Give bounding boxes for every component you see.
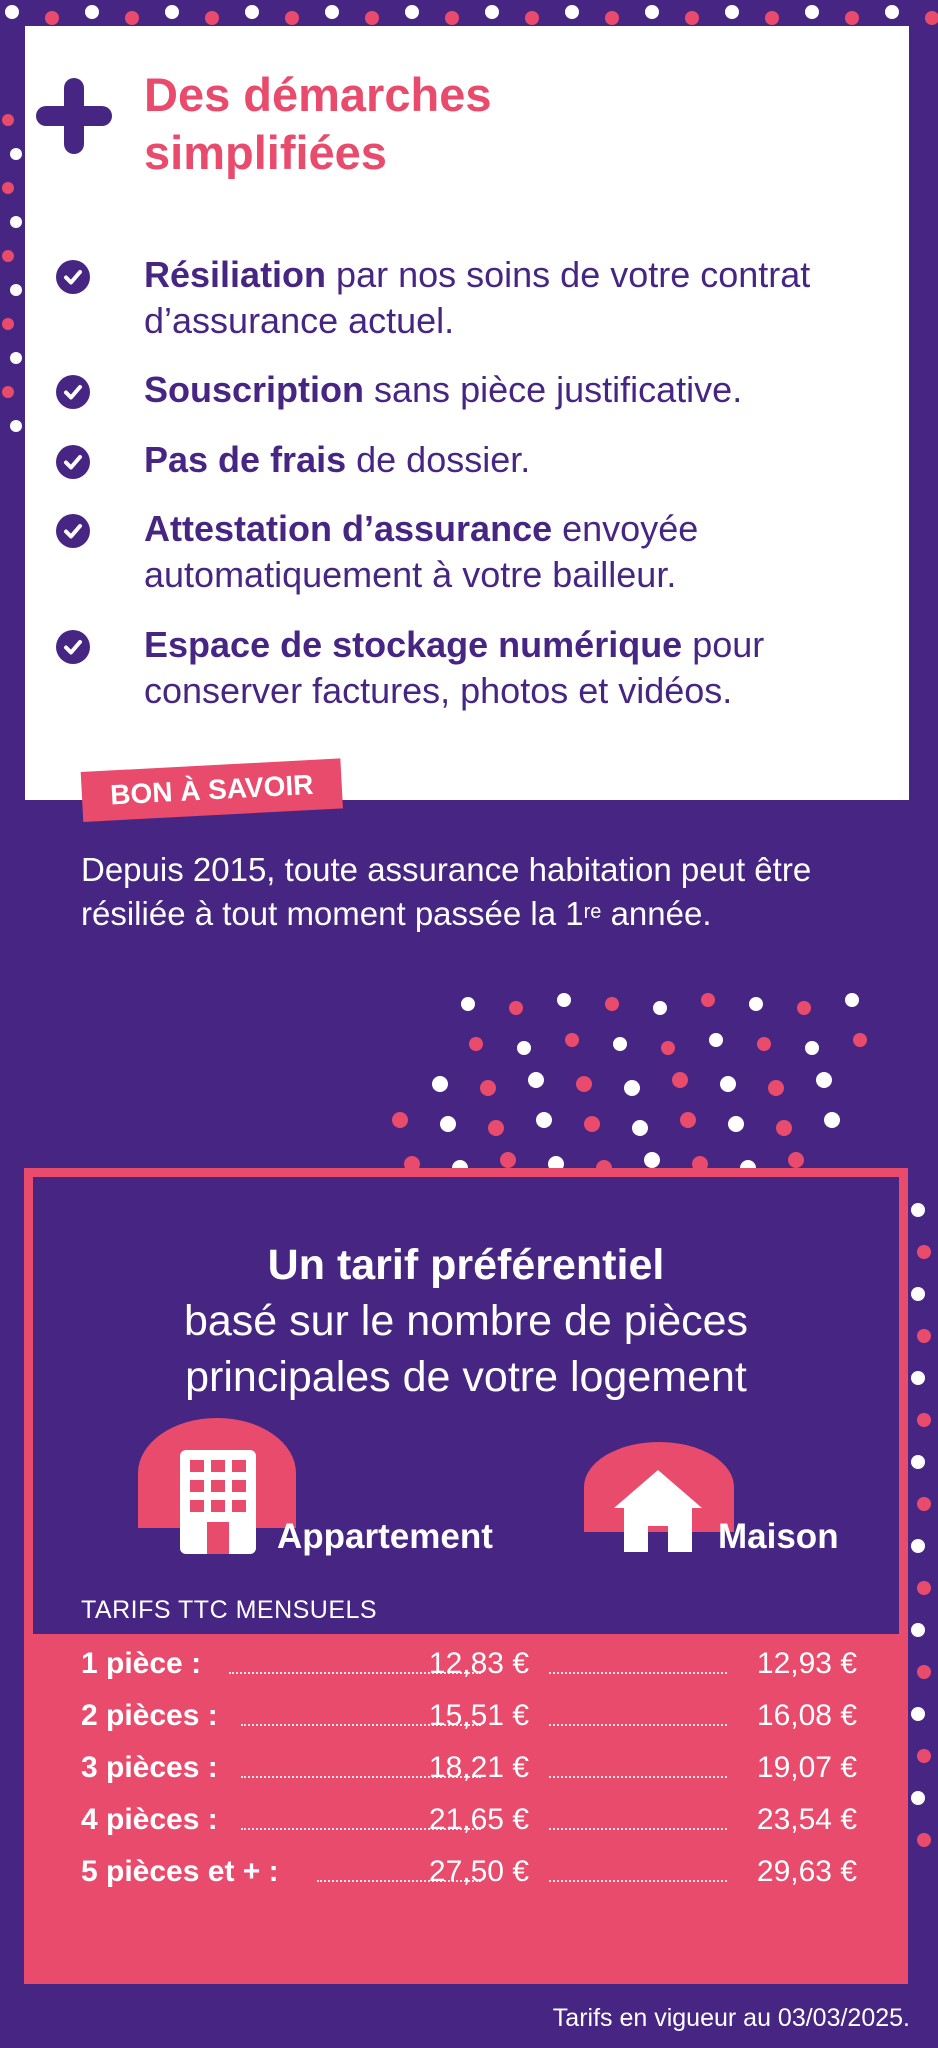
check-icon <box>56 260 90 294</box>
decorative-dot <box>757 1037 771 1051</box>
check-icon <box>56 514 90 548</box>
decorative-dot <box>776 1120 792 1136</box>
feature-bold: Résiliation <box>144 254 327 295</box>
decorative-dot <box>405 5 419 19</box>
table-row <box>81 1642 857 1686</box>
decorative-dot <box>797 1001 811 1015</box>
decorative-dot <box>245 5 259 19</box>
decorative-dot <box>2 182 14 194</box>
decorative-dot <box>911 1707 925 1721</box>
decorative-dot <box>205 11 219 25</box>
decorative-dot <box>917 1833 931 1847</box>
price-maison: 12,93 € <box>756 1647 857 1680</box>
decorative-dot <box>45 11 59 25</box>
tarif-title-line3: principales de votre logement <box>185 1353 747 1401</box>
decorative-dot <box>325 5 339 19</box>
decorative-dot <box>2 250 14 262</box>
decorative-dot <box>10 420 22 432</box>
decorative-dot <box>824 1112 840 1128</box>
decorative-dot <box>10 216 22 228</box>
decorative-dot <box>536 1112 552 1128</box>
feature-item-attestation <box>144 506 864 598</box>
price-maison: 29,63 € <box>756 1855 857 1888</box>
decorative-dot <box>911 1539 925 1553</box>
price-maison: 23,54 € <box>756 1803 857 1836</box>
row-label: 4 pièces : <box>81 1803 218 1836</box>
bon-a-savoir-text <box>81 848 901 936</box>
feature-bold: Souscription <box>144 369 365 410</box>
check-icon <box>56 375 90 409</box>
decorative-dot <box>917 1329 931 1343</box>
decorative-dot <box>125 11 139 25</box>
tarif-header <box>33 1177 899 1634</box>
decorative-dot <box>917 1497 931 1511</box>
decorative-dot <box>911 1623 925 1637</box>
decorative-dot <box>576 1076 592 1092</box>
decorative-dot <box>605 11 619 25</box>
feature-text: de dossier. <box>346 439 531 480</box>
row-label: 5 pièces et + : <box>81 1855 279 1888</box>
house-icon <box>612 1468 704 1557</box>
decorative-dot <box>917 1245 931 1259</box>
decorative-dot <box>911 1203 925 1217</box>
decorative-dot <box>645 5 659 19</box>
decorative-dot <box>911 1455 925 1469</box>
feature-bold: Pas de frais <box>144 439 347 480</box>
feature-item-resiliation <box>144 252 864 344</box>
feature-text: sans pièce justificative. <box>364 369 743 410</box>
section-title <box>144 66 844 182</box>
decorative-dot <box>557 993 571 1007</box>
decorative-dot <box>728 1116 744 1132</box>
decorative-dot <box>917 1749 931 1763</box>
decorative-dot <box>528 1072 544 1088</box>
check-icon <box>56 445 90 479</box>
price-appartement: 18,21 € <box>428 1751 529 1784</box>
decorative-dot <box>925 11 938 25</box>
tarif-title-line2: basé sur le nombre de pièces <box>183 1297 749 1345</box>
info-sup: re <box>583 901 602 923</box>
feature-item-frais <box>144 437 864 483</box>
section-title-line2: simplifiées <box>144 126 387 179</box>
tarif-title <box>33 1237 899 1405</box>
decorative-dot <box>672 1072 688 1088</box>
decorative-dot <box>2 114 14 126</box>
decorative-dot <box>805 1041 819 1055</box>
decorative-dot <box>5 5 19 19</box>
info-text-before: Depuis 2015, toute assurance habitation peut être résiliée à tout moment passée la 1 <box>81 851 812 932</box>
decorative-dot <box>911 1371 925 1385</box>
row-label: 2 pièces : <box>81 1699 218 1732</box>
appartement-label: Appartement <box>277 1517 493 1556</box>
table-row <box>81 1850 857 1894</box>
decorative-dot <box>749 997 763 1011</box>
decorative-dot <box>461 997 475 1011</box>
decorative-dot <box>480 1080 496 1096</box>
maison-label: Maison <box>718 1517 839 1556</box>
decorative-dot <box>885 5 899 19</box>
decorative-dot <box>432 1076 448 1092</box>
feature-bold: Attestation d’assurance <box>144 508 553 549</box>
feature-item-stockage <box>144 622 864 714</box>
decorative-dot <box>165 5 179 19</box>
bon-a-savoir-badge: BON À SAVOIR <box>81 758 343 822</box>
decorative-dot <box>440 1116 456 1132</box>
decorative-dot <box>525 11 539 25</box>
decorative-dot <box>720 1076 736 1092</box>
decorative-dot <box>805 5 819 19</box>
feature-text: envoyée automatiquement à votre bailleur. <box>144 508 699 595</box>
decorative-dot <box>509 1001 523 1015</box>
decorative-dot <box>917 1413 931 1427</box>
price-appartement: 15,51 € <box>428 1699 529 1732</box>
decorative-dot <box>469 1037 483 1051</box>
table-row <box>81 1694 857 1738</box>
decorative-dot <box>661 1041 675 1055</box>
feature-bold: Espace de stockage numérique <box>144 624 683 665</box>
tarif-title-bold: Un tarif préférentiel <box>267 1241 665 1289</box>
decorative-dot <box>788 1152 804 1168</box>
decorative-dot <box>488 1120 504 1136</box>
decorative-dot <box>392 1112 408 1128</box>
decorative-dot <box>500 1152 516 1168</box>
decorative-dot <box>632 1120 648 1136</box>
decorative-dot <box>2 386 14 398</box>
building-icon <box>180 1450 256 1559</box>
decorative-dot <box>845 11 859 25</box>
row-label: 3 pièces : <box>81 1751 218 1784</box>
info-text-after: année. <box>601 895 712 932</box>
decorative-dot <box>485 5 499 19</box>
section-title-line1: Des démarches <box>144 68 492 121</box>
price-appartement: 12,83 € <box>428 1647 529 1680</box>
price-maison: 19,07 € <box>756 1751 857 1784</box>
decorative-dot <box>853 1033 867 1047</box>
decorative-dot <box>917 1665 931 1679</box>
feature-text: pour conserver factures, photos et vidéos. <box>144 624 765 711</box>
price-appartement: 21,65 € <box>428 1803 529 1836</box>
feature-text: par nos soins de votre contrat d’assurance actuel. <box>144 254 811 341</box>
decorative-dot <box>565 5 579 19</box>
decorative-dot <box>680 1112 696 1128</box>
decorative-dot <box>725 5 739 19</box>
decorative-dot <box>644 1152 660 1168</box>
decorative-dot <box>365 11 379 25</box>
decorative-dot <box>613 1037 627 1051</box>
table-row <box>81 1746 857 1790</box>
decorative-dot <box>10 284 22 296</box>
decorative-dot <box>565 1033 579 1047</box>
decorative-dot <box>765 11 779 25</box>
price-appartement: 27,50 € <box>428 1855 529 1888</box>
decorative-dot <box>85 5 99 19</box>
decorative-dot <box>517 1041 531 1055</box>
decorative-dot <box>816 1072 832 1088</box>
decorative-dot <box>768 1080 784 1096</box>
footer-note: Tarifs en vigueur au 03/03/2025. <box>552 2004 910 2032</box>
decorative-dot <box>584 1116 600 1132</box>
decorative-dot <box>10 148 22 160</box>
decorative-dot <box>10 352 22 364</box>
decorative-dot <box>685 11 699 25</box>
decorative-dot <box>605 997 619 1011</box>
decorative-dot <box>709 1033 723 1047</box>
price-maison: 16,08 € <box>756 1699 857 1732</box>
decorative-dot <box>917 1581 931 1595</box>
check-icon <box>56 630 90 664</box>
decorative-dot <box>653 1001 667 1015</box>
row-label: 1 pièce : <box>81 1647 202 1680</box>
decorative-dot <box>911 1791 925 1805</box>
decorative-dot <box>285 11 299 25</box>
feature-item-souscription <box>144 367 864 413</box>
tarifs-ttc-label: TARIFS TTC MENSUELS <box>81 1596 378 1624</box>
table-row <box>81 1798 857 1842</box>
decorative-dot <box>624 1080 640 1096</box>
decorative-dot <box>845 993 859 1007</box>
decorative-dot <box>445 11 459 25</box>
decorative-dot <box>911 1287 925 1301</box>
plus-icon <box>36 78 112 154</box>
decorative-dot <box>701 993 715 1007</box>
decorative-dot <box>2 318 14 330</box>
